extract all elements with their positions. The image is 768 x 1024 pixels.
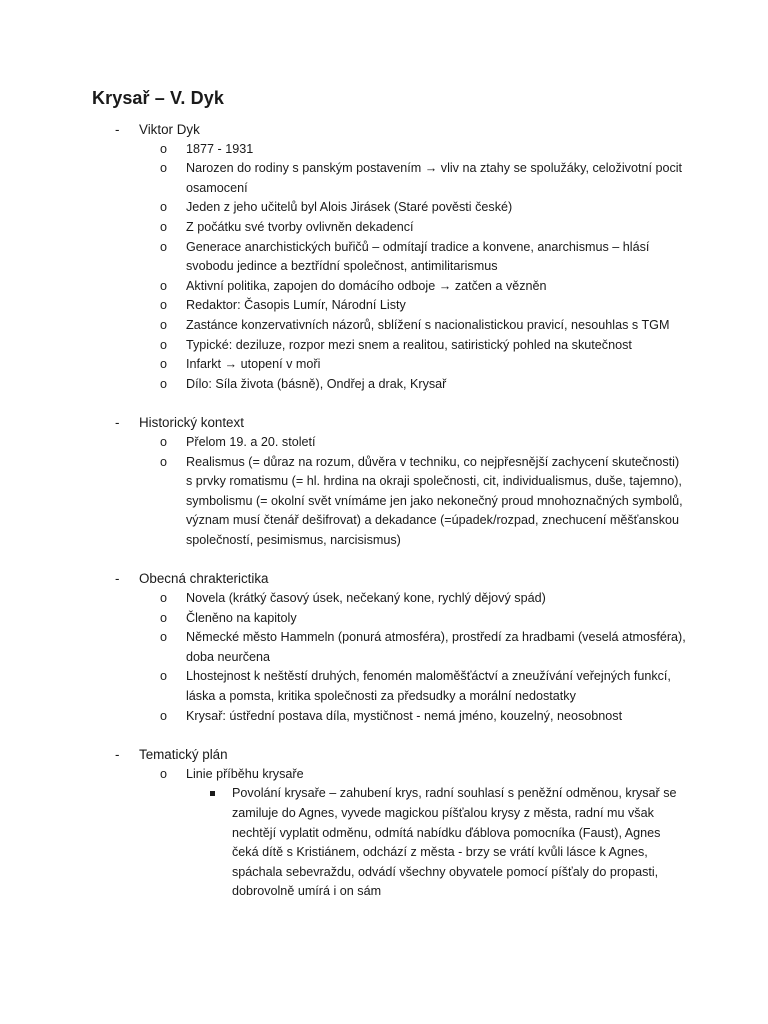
sub-list-item <box>0 784 768 902</box>
list-item <box>0 609 768 629</box>
list-item-text: Německé město Hammeln (ponurá atmosféra), prostředí za hradbami (veselá atmosféra), doba neurčena <box>186 630 686 664</box>
list-item <box>0 433 768 453</box>
list-item-text: Typické: deziluze, rozpor mezi snem a realitou, satiristický pohled na skutečnost <box>186 337 632 352</box>
list-item-text: Linie příběhu krysaře <box>186 766 304 781</box>
list-item <box>0 316 768 336</box>
circle-bullet: o <box>160 239 168 254</box>
circle-bullet: o <box>160 200 168 215</box>
circle-bullet: o <box>160 376 168 391</box>
list-item-text: Zastánce konzervativních názorů, sblížení s nacionalistickou pravicí, nesouhlas s TGM <box>186 317 670 332</box>
list-item <box>0 707 768 727</box>
sub-list-item-text: Povolání krysaře – zahubení krys, radní souhlasí s peněžní odměnou, krysař se zamiluje do Agnes, vyvede magickou píšťalou krysy z města, radní mu však nechtějí vyplatit odměnu, odmítá nabídku ďáblova pomocníka (Faust), Agnes čeká dítě s Kristiánem, odchází z města - brzy se vrátí kvůli lásce k Agnes, spáchala sebevraždu, odvádí všechny obyvatele pomocí píšťaly do propasti, dobrovolně umírá i on sám <box>232 786 677 899</box>
circle-bullet: o <box>160 161 168 176</box>
circle-bullet: o <box>160 610 168 625</box>
circle-bullet: o <box>160 669 168 684</box>
list-item-text: Infarkt → utopení v moři <box>186 357 321 372</box>
circle-bullet: o <box>160 141 168 156</box>
document-title: Krysař – V. Dyk <box>92 88 224 108</box>
list-item <box>0 336 768 356</box>
dash-bullet: - <box>115 571 120 587</box>
list-item-text: 1877 - 1931 <box>186 141 254 156</box>
circle-bullet: o <box>160 298 168 313</box>
list-item <box>0 296 768 316</box>
list-item <box>0 628 768 667</box>
list-item <box>0 765 768 785</box>
list-item-text: Aktivní politika, zapojen do domácího odboje → zatčen a vězněn <box>186 278 547 293</box>
list-item-text: Narozen do rodiny s panským postavením → vliv na ztahy se spolužáky, celoživotní pocit osamocení <box>186 161 683 195</box>
section-heading-item <box>0 120 768 140</box>
list-item <box>0 238 768 277</box>
list-item <box>0 159 768 198</box>
dash-bullet: - <box>115 747 120 763</box>
section-heading-item <box>0 413 768 433</box>
list-item <box>0 375 768 395</box>
list-item <box>0 198 768 218</box>
list-item-text: Redaktor: Časopis Lumír, Národní Listy <box>186 298 406 313</box>
section-heading: Obecná chrakterictika <box>139 571 269 587</box>
list-item <box>0 589 768 609</box>
list-item <box>0 140 768 160</box>
dash-bullet: - <box>115 415 120 431</box>
list-item-text: Z počátku své tvorby ovlivněn dekadencí <box>186 219 414 234</box>
square-bullet <box>210 791 215 796</box>
circle-bullet: o <box>160 278 168 293</box>
circle-bullet: o <box>160 591 168 606</box>
list-item <box>0 277 768 297</box>
circle-bullet: o <box>160 357 168 372</box>
circle-bullet: o <box>160 630 168 645</box>
circle-bullet: o <box>160 219 168 234</box>
list-item-text: Dílo: Síla života (básně), Ondřej a drak, Krysař <box>186 376 447 391</box>
list-item <box>0 667 768 706</box>
circle-bullet: o <box>160 766 168 781</box>
list-item-text: Realismus (= důraz na rozum, důvěra v techniku, co nejpřesnější zachycení skutečnosti) s prvky romatismu (= hl. hrdina na okraji společnosti, cit, individualismus, duše, tajemno), symbolismu (= okolní svět vnímáme jen jako nekonečný proud mnohoznačných symbolů, význam musí čtenář dešifrovat) a dekadance (=úpadek/rozpad, znechucení měšťanskou společností, pesimismus, narcisismus) <box>186 454 683 547</box>
list-item-text: Krysař: ústřední postava díla, mystičnost - nemá jméno, kouzelný, neosobnost <box>186 708 623 723</box>
list-item-text: Jeden z jeho učitelů byl Alois Jirásek (Staré pověsti české) <box>186 200 513 215</box>
outline-section <box>0 413 768 550</box>
section-heading: Historický kontext <box>139 415 244 431</box>
outline-section <box>0 120 768 394</box>
section-heading-item <box>0 745 768 765</box>
section-heading-item <box>0 569 768 589</box>
circle-bullet: o <box>160 317 168 332</box>
circle-bullet: o <box>160 454 168 469</box>
section-heading: Viktor Dyk <box>139 122 200 137</box>
list-item <box>0 218 768 238</box>
circle-bullet: o <box>160 708 168 723</box>
list-item-text: Novela (krátký časový úsek, nečekaný kone, rychlý dějový spád) <box>186 591 546 606</box>
outline-section <box>0 745 768 902</box>
outline-section <box>0 569 768 726</box>
circle-bullet: o <box>160 337 168 352</box>
list-item-text: Lhostejnost k neštěstí druhých, fenomén maloměšťáctví a zneužívání veřejných funkcí, láska a pomsta, kritika společnosti za předsudky a morální nedostatky <box>186 669 671 704</box>
list-item <box>0 453 768 551</box>
list-item <box>0 355 768 375</box>
document-body <box>0 120 768 921</box>
dash-bullet: - <box>115 122 120 137</box>
list-item-text: Členěno na kapitoly <box>186 610 297 625</box>
list-item-text: Generace anarchistických buřičů – odmítají tradice a konvene, anarchismus – hlásí svobodu jedince a beztřídní společnost, antimilitarismus <box>186 239 650 274</box>
section-heading: Tematický plán <box>139 747 228 763</box>
circle-bullet: o <box>160 434 168 449</box>
list-item-text: Přelom 19. a 20. století <box>186 434 316 449</box>
